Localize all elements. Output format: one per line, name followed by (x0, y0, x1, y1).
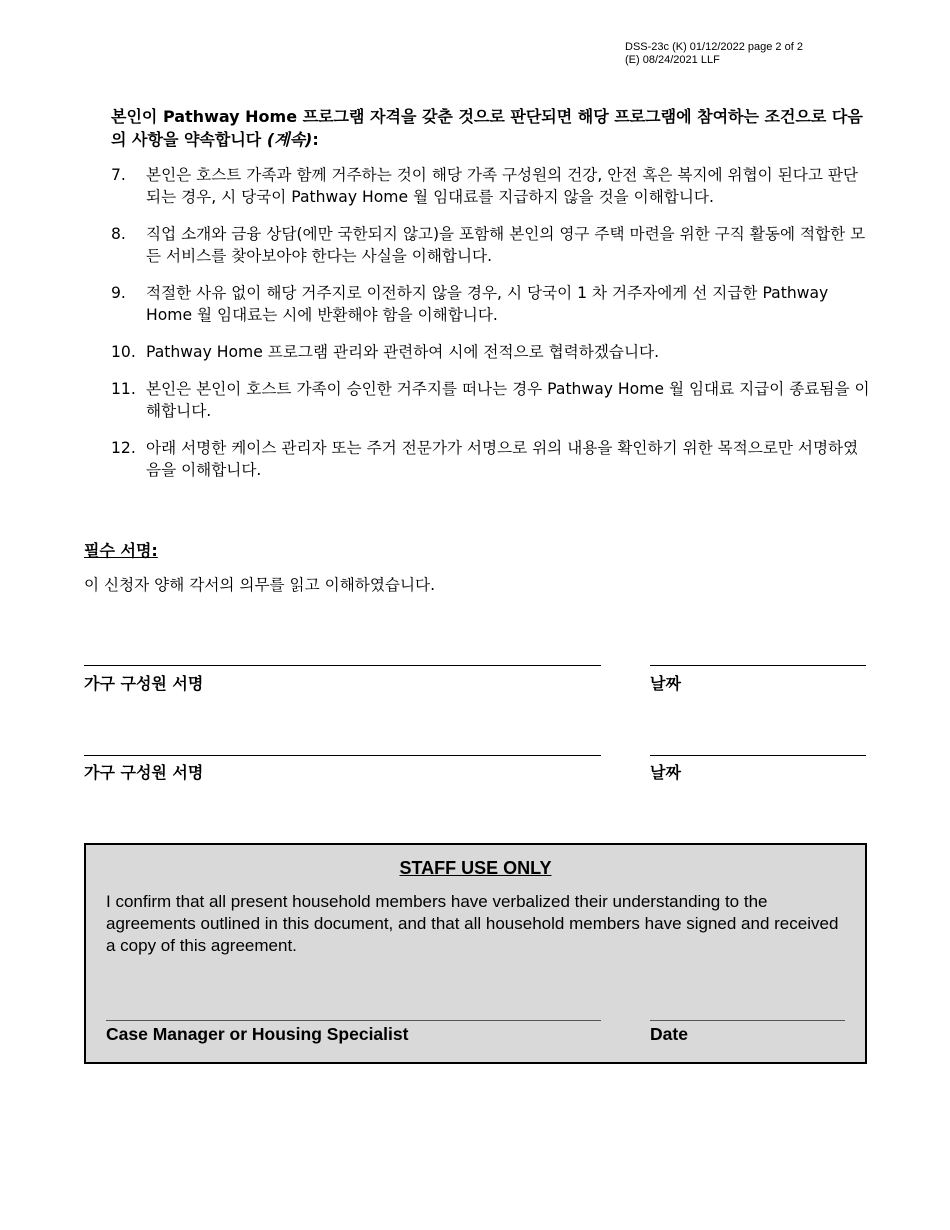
term-text: 본인은 본인이 호스트 가족이 승인한 거주지를 떠나는 경우 Pathway Home 월 임대료 지급이 종료됨을 이해합니다. (146, 380, 870, 420)
household-signature-label-1: 가구 구성원 서명 (84, 674, 204, 693)
staff-confirmation-text: I confirm that all present household members have verbalized their understanding to the agreements outlined in this document, and that all household members have signed and received a copy of this agreement. (106, 892, 839, 955)
form-code (625, 41, 803, 67)
household-signature-line-1[interactable] (84, 665, 601, 666)
staff-use-title: STAFF USE ONLY (399, 858, 552, 878)
term-text: 아래 서명한 케이스 관리자 또는 주거 전문가가 서명으로 위의 내용을 확인하기 위한 목적으로만 서명하였음을 이해합니다. (146, 439, 859, 479)
term-item (111, 223, 871, 267)
term-number: 8. (111, 225, 126, 243)
term-item (111, 437, 871, 481)
household-date-label-1: 날짜 (650, 674, 681, 693)
case-manager-signature-label: Case Manager or Housing Specialist (106, 1024, 409, 1044)
term-number: 9. (111, 284, 126, 302)
term-text: 적절한 사유 없이 해당 거주지로 이전하지 않을 경우, 시 당국이 1 차 거주자에게 선 지급한 Pathway Home 월 임대료는 시에 반환해야 함을 이해합니다. (146, 284, 829, 324)
intro-continued: (계속) (266, 130, 313, 149)
household-date-line-1[interactable] (650, 665, 866, 666)
term-number: 10. (111, 343, 136, 361)
acknowledgement-statement: 이 신청자 양해 각서의 의무를 읽고 이해하였습니다. (84, 576, 436, 594)
term-text: 직업 소개와 금융 상담(에만 국한되지 않고)을 포함해 본인의 영구 주택 마련을 위한 구직 활동에 적합한 모든 서비스를 찾아보아야 한다는 사실을 이해합니다. (146, 225, 866, 265)
term-number: 12. (111, 439, 136, 457)
terms-list (111, 164, 871, 496)
form-code-line-2: (E) 08/24/2021 LLF (625, 54, 720, 66)
staff-date-label: Date (650, 1024, 688, 1044)
term-item (111, 282, 871, 326)
term-number: 11. (111, 380, 136, 398)
intro-text: 본인이 Pathway Home 프로그램 자격을 갖춘 것으로 판단되면 해당 프로그램에 참여하는 조건으로 다음의 사항을 약속합니다 (111, 107, 863, 149)
required-signatures-heading-text: 필수 서명 (84, 541, 152, 560)
intro-colon: : (312, 130, 319, 149)
household-signature-line-2[interactable] (84, 755, 601, 756)
term-text: 본인은 호스트 가족과 함께 거주하는 것이 해당 가족 구성원의 건강, 안전 혹은 복지에 위협이 된다고 판단되는 경우, 시 당국이 Pathway Home 월 임대료를 지급하지 않을 것을 이해합니다. (146, 166, 858, 206)
intro-heading (111, 105, 871, 151)
household-signature-label-2: 가구 구성원 서명 (84, 763, 204, 782)
household-date-line-2[interactable] (650, 755, 866, 756)
household-date-label-2: 날짜 (650, 763, 681, 782)
term-text: Pathway Home 프로그램 관리와 관련하여 시에 전적으로 협력하겠습니다. (146, 343, 660, 361)
term-item (111, 164, 871, 208)
staff-use-box (84, 843, 867, 1064)
required-signatures-heading-colon: : (151, 541, 158, 560)
required-signatures-heading (84, 540, 158, 562)
staff-date-line[interactable] (650, 1020, 845, 1021)
term-item (111, 378, 871, 422)
term-number: 7. (111, 166, 126, 184)
term-item (111, 341, 871, 363)
form-code-line-1: DSS-23c (K) 01/12/2022 page 2 of 2 (625, 41, 803, 53)
case-manager-signature-line[interactable] (106, 1020, 601, 1021)
